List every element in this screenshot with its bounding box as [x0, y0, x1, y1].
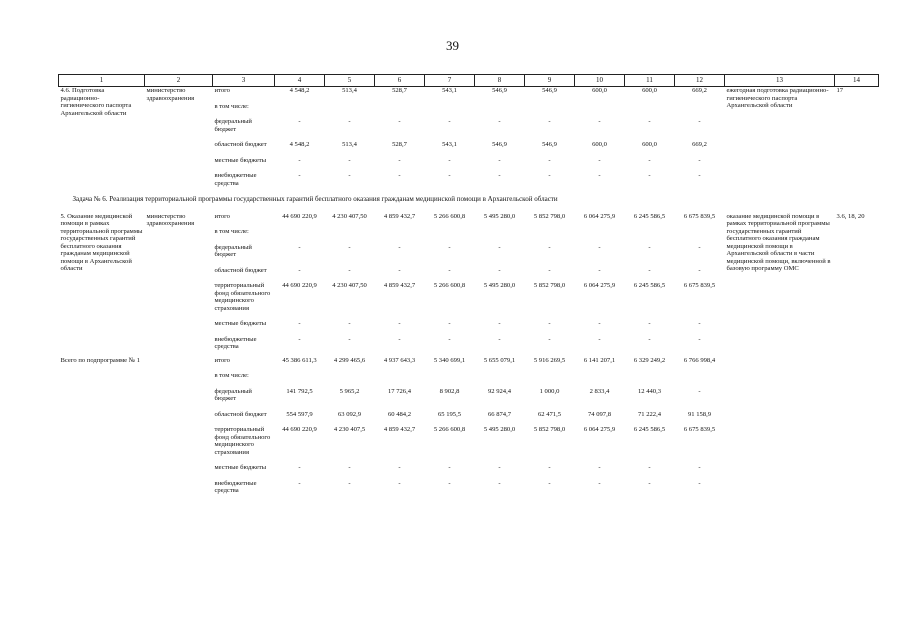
amount-cell: 6 064 275,9 [583, 426, 616, 433]
amount-cell: - [398, 156, 401, 164]
column-number-11: 11 [625, 75, 675, 87]
amount-cell: - [348, 243, 351, 251]
amount-cell: 546,9 [542, 87, 557, 94]
amount-cell [525, 95, 575, 111]
funding-source-label: федеральный бюджет [214, 243, 252, 258]
amount-cell: 5 916 269,5 [533, 356, 566, 364]
amount-cell: - [298, 118, 301, 125]
amount-cell: 5 266 600,8 [433, 212, 466, 220]
amount-cell: - [398, 335, 401, 343]
amount-cell: - [348, 156, 351, 164]
amount-cell: 74 097,8 [587, 410, 612, 418]
amount-cell: - [398, 118, 401, 125]
amount-cell: 4 859 432,7 [383, 212, 416, 220]
amount-cell: 6 766 998,4 [683, 356, 716, 364]
amount-cell: - [298, 320, 301, 327]
funding-source-label: областной бюджет [214, 141, 267, 148]
table-row [59, 213, 879, 221]
amount-cell: 5 852 798,0 [533, 282, 566, 289]
amount-cell [325, 220, 375, 236]
amount-cell: - [348, 464, 351, 471]
amount-cell: 5 965,2 [339, 387, 360, 395]
amount-cell: 600,0 [592, 87, 607, 94]
amount-cell: - [448, 243, 451, 251]
amount-cell: 546,9 [492, 141, 507, 148]
amount-cell: - [348, 335, 351, 343]
indicator-numbers: 3.6, 18, 20 [836, 212, 865, 220]
event-name: 5. Оказание медицинской помощи в рамках территориальной программы государственных гарантий бесплатного оказания гражданам медицинской помощи в Архангельской области [60, 212, 143, 272]
column-number-3: 3 [213, 75, 275, 87]
amount-cell: - [648, 118, 651, 125]
amount-cell: 91 158,9 [687, 410, 712, 418]
amount-cell: 5 495 280,0 [483, 282, 516, 289]
amount-cell: 5 852 798,0 [533, 212, 566, 220]
amount-cell: - [598, 464, 601, 471]
amount-cell: 6 064 275,9 [583, 282, 616, 289]
amount-cell: 65 195,5 [437, 410, 462, 418]
amount-cell: - [548, 118, 551, 125]
amount-cell: 66 874,7 [487, 410, 512, 418]
funding-source-label: местные бюджеты [214, 464, 267, 471]
amount-cell: - [448, 156, 451, 164]
funding-source-label: территориальный фонд обязательного медицинского страхования [214, 426, 271, 456]
amount-cell: 6 675 839,5 [683, 212, 716, 220]
amount-cell: - [698, 156, 701, 164]
column-numbers-header [59, 75, 879, 87]
amount-cell: 6 064 275,9 [583, 212, 616, 220]
column-number-14: 14 [835, 75, 879, 87]
amount-cell: - [598, 172, 601, 179]
expected-result: оказание медицинской помощи в рамках территориальной программы государственных гарантий бесплатного оказания гражданам медицинской помощи в Архангельской области в части медицинской помощи, включенной в базовую программу ОМС [726, 212, 831, 272]
amount-cell: 44 690 220,9 [282, 282, 317, 289]
funding-source-label: внебюджетные средства [214, 479, 257, 494]
amount-cell [625, 95, 675, 111]
amount-cell: 62 471,5 [537, 410, 562, 418]
amount-cell [575, 364, 625, 380]
amount-cell: - [348, 320, 351, 327]
amount-cell: 546,9 [492, 87, 507, 94]
amount-cell: - [448, 320, 451, 327]
amount-cell: - [698, 172, 701, 179]
amount-cell [275, 95, 325, 111]
amount-cell: 60 484,2 [387, 410, 412, 418]
funding-source-label: в том числе: [214, 228, 249, 235]
amount-cell: 6 675 839,5 [683, 426, 716, 433]
amount-cell [625, 220, 675, 236]
amount-cell [475, 95, 525, 111]
amount-cell: - [648, 172, 651, 179]
amount-cell: 44 690 220,9 [282, 212, 317, 220]
amount-cell: - [698, 335, 701, 343]
amount-cell: - [598, 243, 601, 251]
amount-cell: 8 902,8 [439, 387, 460, 395]
expected-result [725, 357, 835, 495]
amount-cell: - [348, 172, 351, 179]
amount-cell: 5 266 600,8 [433, 282, 466, 289]
amount-cell: 513,4 [342, 87, 357, 94]
funding-source-label: внебюджетные средства [214, 335, 257, 350]
amount-cell: - [298, 464, 301, 471]
amount-cell: 6 245 586,5 [633, 282, 666, 289]
amount-cell [525, 220, 575, 236]
amount-cell [475, 364, 525, 380]
amount-cell: - [648, 464, 651, 471]
amount-cell: 543,1 [442, 141, 457, 148]
column-number-2: 2 [145, 75, 213, 87]
event-name: Всего по подпрограмме № 1 [60, 356, 140, 364]
amount-cell: - [298, 156, 301, 164]
amount-cell: - [398, 266, 401, 274]
indicator-numbers [835, 357, 879, 495]
funding-source-label: областной бюджет [214, 266, 267, 274]
amount-cell [275, 220, 325, 236]
amount-cell [575, 95, 625, 111]
amount-cell: - [398, 243, 401, 251]
column-number-7: 7 [425, 75, 475, 87]
amount-cell: - [698, 243, 701, 251]
amount-cell: - [698, 266, 701, 274]
amount-cell: - [398, 320, 401, 327]
amount-cell: - [348, 479, 351, 487]
amount-cell: - [348, 118, 351, 125]
table-body [59, 87, 879, 495]
amount-cell: - [648, 320, 651, 327]
amount-cell: 5 266 600,8 [433, 426, 466, 433]
funding-source-label: федеральный бюджет [214, 387, 252, 402]
amount-cell: - [298, 243, 301, 251]
amount-cell: 528,7 [392, 141, 407, 148]
amount-cell: - [548, 320, 551, 327]
amount-cell: - [448, 118, 451, 125]
amount-cell: - [498, 479, 501, 487]
funding-source-label: в том числе: [214, 102, 249, 110]
funding-source-label: внебюджетные средства [214, 172, 257, 187]
amount-cell: - [698, 479, 701, 487]
amount-cell: - [598, 156, 601, 164]
amount-cell: 17 726,4 [387, 387, 412, 395]
amount-cell [675, 220, 725, 236]
amount-cell: 4 859 432,7 [383, 282, 416, 289]
amount-cell: - [348, 266, 351, 274]
column-number-9: 9 [525, 75, 575, 87]
amount-cell: 6 245 586,5 [633, 212, 666, 220]
column-number-12: 12 [675, 75, 725, 87]
amount-cell: - [598, 479, 601, 487]
amount-cell: 600,0 [592, 141, 607, 148]
table-row [59, 87, 879, 95]
amount-cell: 600,0 [642, 87, 657, 94]
amount-cell: 4 859 432,7 [383, 426, 416, 433]
amount-cell: - [498, 335, 501, 343]
amount-cell: 546,9 [542, 141, 557, 148]
amount-cell: - [648, 335, 651, 343]
amount-cell: 4 230 407,5 [333, 426, 366, 433]
funding-source-label: областной бюджет [214, 410, 267, 418]
column-number-13: 13 [725, 75, 835, 87]
amount-cell: 600,0 [642, 141, 657, 148]
amount-cell: - [498, 320, 501, 327]
amount-cell: - [548, 479, 551, 487]
amount-cell: 554 597,9 [286, 410, 313, 418]
amount-cell: 543,1 [442, 87, 457, 94]
funding-source-label: территориальный фонд обязательного медицинского страхования [214, 282, 271, 312]
amount-cell: 5 495 280,0 [483, 426, 516, 433]
task-heading: Задача № 6. Реализация территориальной программы государственных гарантий бесплатного оказания гражданам медицинской помощи в Архангельской области [72, 195, 558, 203]
amount-cell: - [498, 243, 501, 251]
amount-cell: - [698, 320, 701, 327]
amount-cell: - [648, 156, 651, 164]
amount-cell [425, 95, 475, 111]
amount-cell: - [598, 118, 601, 125]
table-row [59, 357, 879, 365]
amount-cell [625, 364, 675, 380]
column-number-4: 4 [275, 75, 325, 87]
amount-cell: 513,4 [342, 141, 357, 148]
amount-cell: 528,7 [392, 87, 407, 94]
amount-cell: 4 299 465,6 [333, 356, 366, 364]
amount-cell: 4 937 643,3 [383, 356, 416, 364]
amount-cell: 92 924,4 [487, 387, 512, 395]
amount-cell [325, 95, 375, 111]
amount-cell: 4 548,2 [289, 87, 310, 94]
amount-cell: - [648, 243, 651, 251]
amount-cell [375, 95, 425, 111]
amount-cell: - [298, 172, 301, 179]
amount-cell: - [648, 479, 651, 487]
expected-result: ежегодная подготовка радиационно-гигиенического паспорта Архангельской области [726, 87, 829, 109]
column-number-10: 10 [575, 75, 625, 87]
amount-cell: - [398, 172, 401, 179]
amount-cell: - [498, 156, 501, 164]
funding-source-label: итого [214, 87, 230, 94]
indicator-numbers: 17 [836, 87, 844, 94]
amount-cell: - [398, 479, 401, 487]
amount-cell [275, 364, 325, 380]
amount-cell: 6 329 249,2 [633, 356, 666, 364]
amount-cell: 5 340 699,1 [433, 356, 466, 364]
amount-cell: - [398, 464, 401, 471]
amount-cell: 45 386 611,3 [282, 356, 317, 364]
amount-cell [375, 220, 425, 236]
amount-cell: 44 690 220,9 [282, 426, 317, 433]
amount-cell: 669,2 [692, 87, 707, 94]
amount-cell [575, 220, 625, 236]
amount-cell [675, 95, 725, 111]
amount-cell [425, 364, 475, 380]
amount-cell: - [498, 266, 501, 274]
amount-cell: - [548, 243, 551, 251]
funding-source-label: в том числе: [214, 372, 249, 379]
amount-cell: - [548, 266, 551, 274]
amount-cell: 2 833,4 [589, 387, 610, 395]
amount-cell: - [698, 118, 701, 125]
amount-cell: - [598, 320, 601, 327]
amount-cell: 6 141 207,1 [583, 356, 616, 364]
funding-source-label: федеральный бюджет [214, 118, 252, 133]
amount-cell: - [648, 266, 651, 274]
amount-cell: - [448, 335, 451, 343]
amount-cell: - [448, 479, 451, 487]
amount-cell: 1 000,0 [539, 387, 560, 395]
amount-cell: - [448, 172, 451, 179]
amount-cell: 5 495 280,0 [483, 212, 516, 220]
amount-cell: 71 222,4 [637, 410, 662, 418]
amount-cell: 4 548,2 [289, 141, 310, 148]
amount-cell: - [698, 464, 701, 471]
amount-cell: 669,2 [692, 141, 707, 148]
amount-cell: - [548, 335, 551, 343]
funding-source-label: итого [214, 356, 230, 364]
column-number-1: 1 [59, 75, 145, 87]
executor [145, 357, 213, 495]
amount-cell: 5 852 798,0 [533, 426, 566, 433]
financing-table [58, 74, 879, 495]
amount-cell: 63 092,9 [337, 410, 362, 418]
amount-cell: - [498, 464, 501, 471]
financing-table-container [58, 74, 878, 495]
amount-cell [375, 364, 425, 380]
amount-cell: - [598, 266, 601, 274]
funding-source-label: итого [214, 212, 230, 220]
amount-cell [525, 364, 575, 380]
amount-cell: - [498, 172, 501, 179]
amount-cell [325, 364, 375, 380]
executor: министерство здравоохранения [146, 87, 195, 102]
amount-cell: - [448, 266, 451, 274]
amount-cell: - [448, 464, 451, 471]
column-number-8: 8 [475, 75, 525, 87]
amount-cell: 6 675 839,5 [683, 282, 716, 289]
funding-source-label: местные бюджеты [214, 156, 267, 164]
column-number-5: 5 [325, 75, 375, 87]
amount-cell [475, 220, 525, 236]
funding-source-label: местные бюджеты [214, 320, 267, 327]
amount-cell: - [598, 335, 601, 343]
amount-cell: - [548, 464, 551, 471]
amount-cell: 4 230 407,50 [332, 212, 367, 220]
amount-cell [675, 364, 725, 380]
event-name: 4.6. Подготовка радиационно-гигиенического паспорта Архангельской области [60, 87, 132, 117]
amount-cell: - [498, 118, 501, 125]
amount-cell: - [548, 172, 551, 179]
page-number: 39 [446, 38, 459, 53]
amount-cell: - [698, 387, 701, 395]
amount-cell: 141 792,5 [286, 387, 313, 395]
task-heading-row [59, 187, 879, 213]
amount-cell: - [298, 266, 301, 274]
amount-cell: - [298, 335, 301, 343]
amount-cell: - [548, 156, 551, 164]
amount-cell: 6 245 586,5 [633, 426, 666, 433]
amount-cell: 5 655 079,1 [483, 356, 516, 364]
amount-cell: 12 440,3 [637, 387, 662, 395]
column-number-6: 6 [375, 75, 425, 87]
amount-cell [425, 220, 475, 236]
executor: министерство здравоохранения [146, 212, 195, 227]
amount-cell: 4 230 407,50 [332, 282, 367, 289]
amount-cell: - [298, 479, 301, 487]
